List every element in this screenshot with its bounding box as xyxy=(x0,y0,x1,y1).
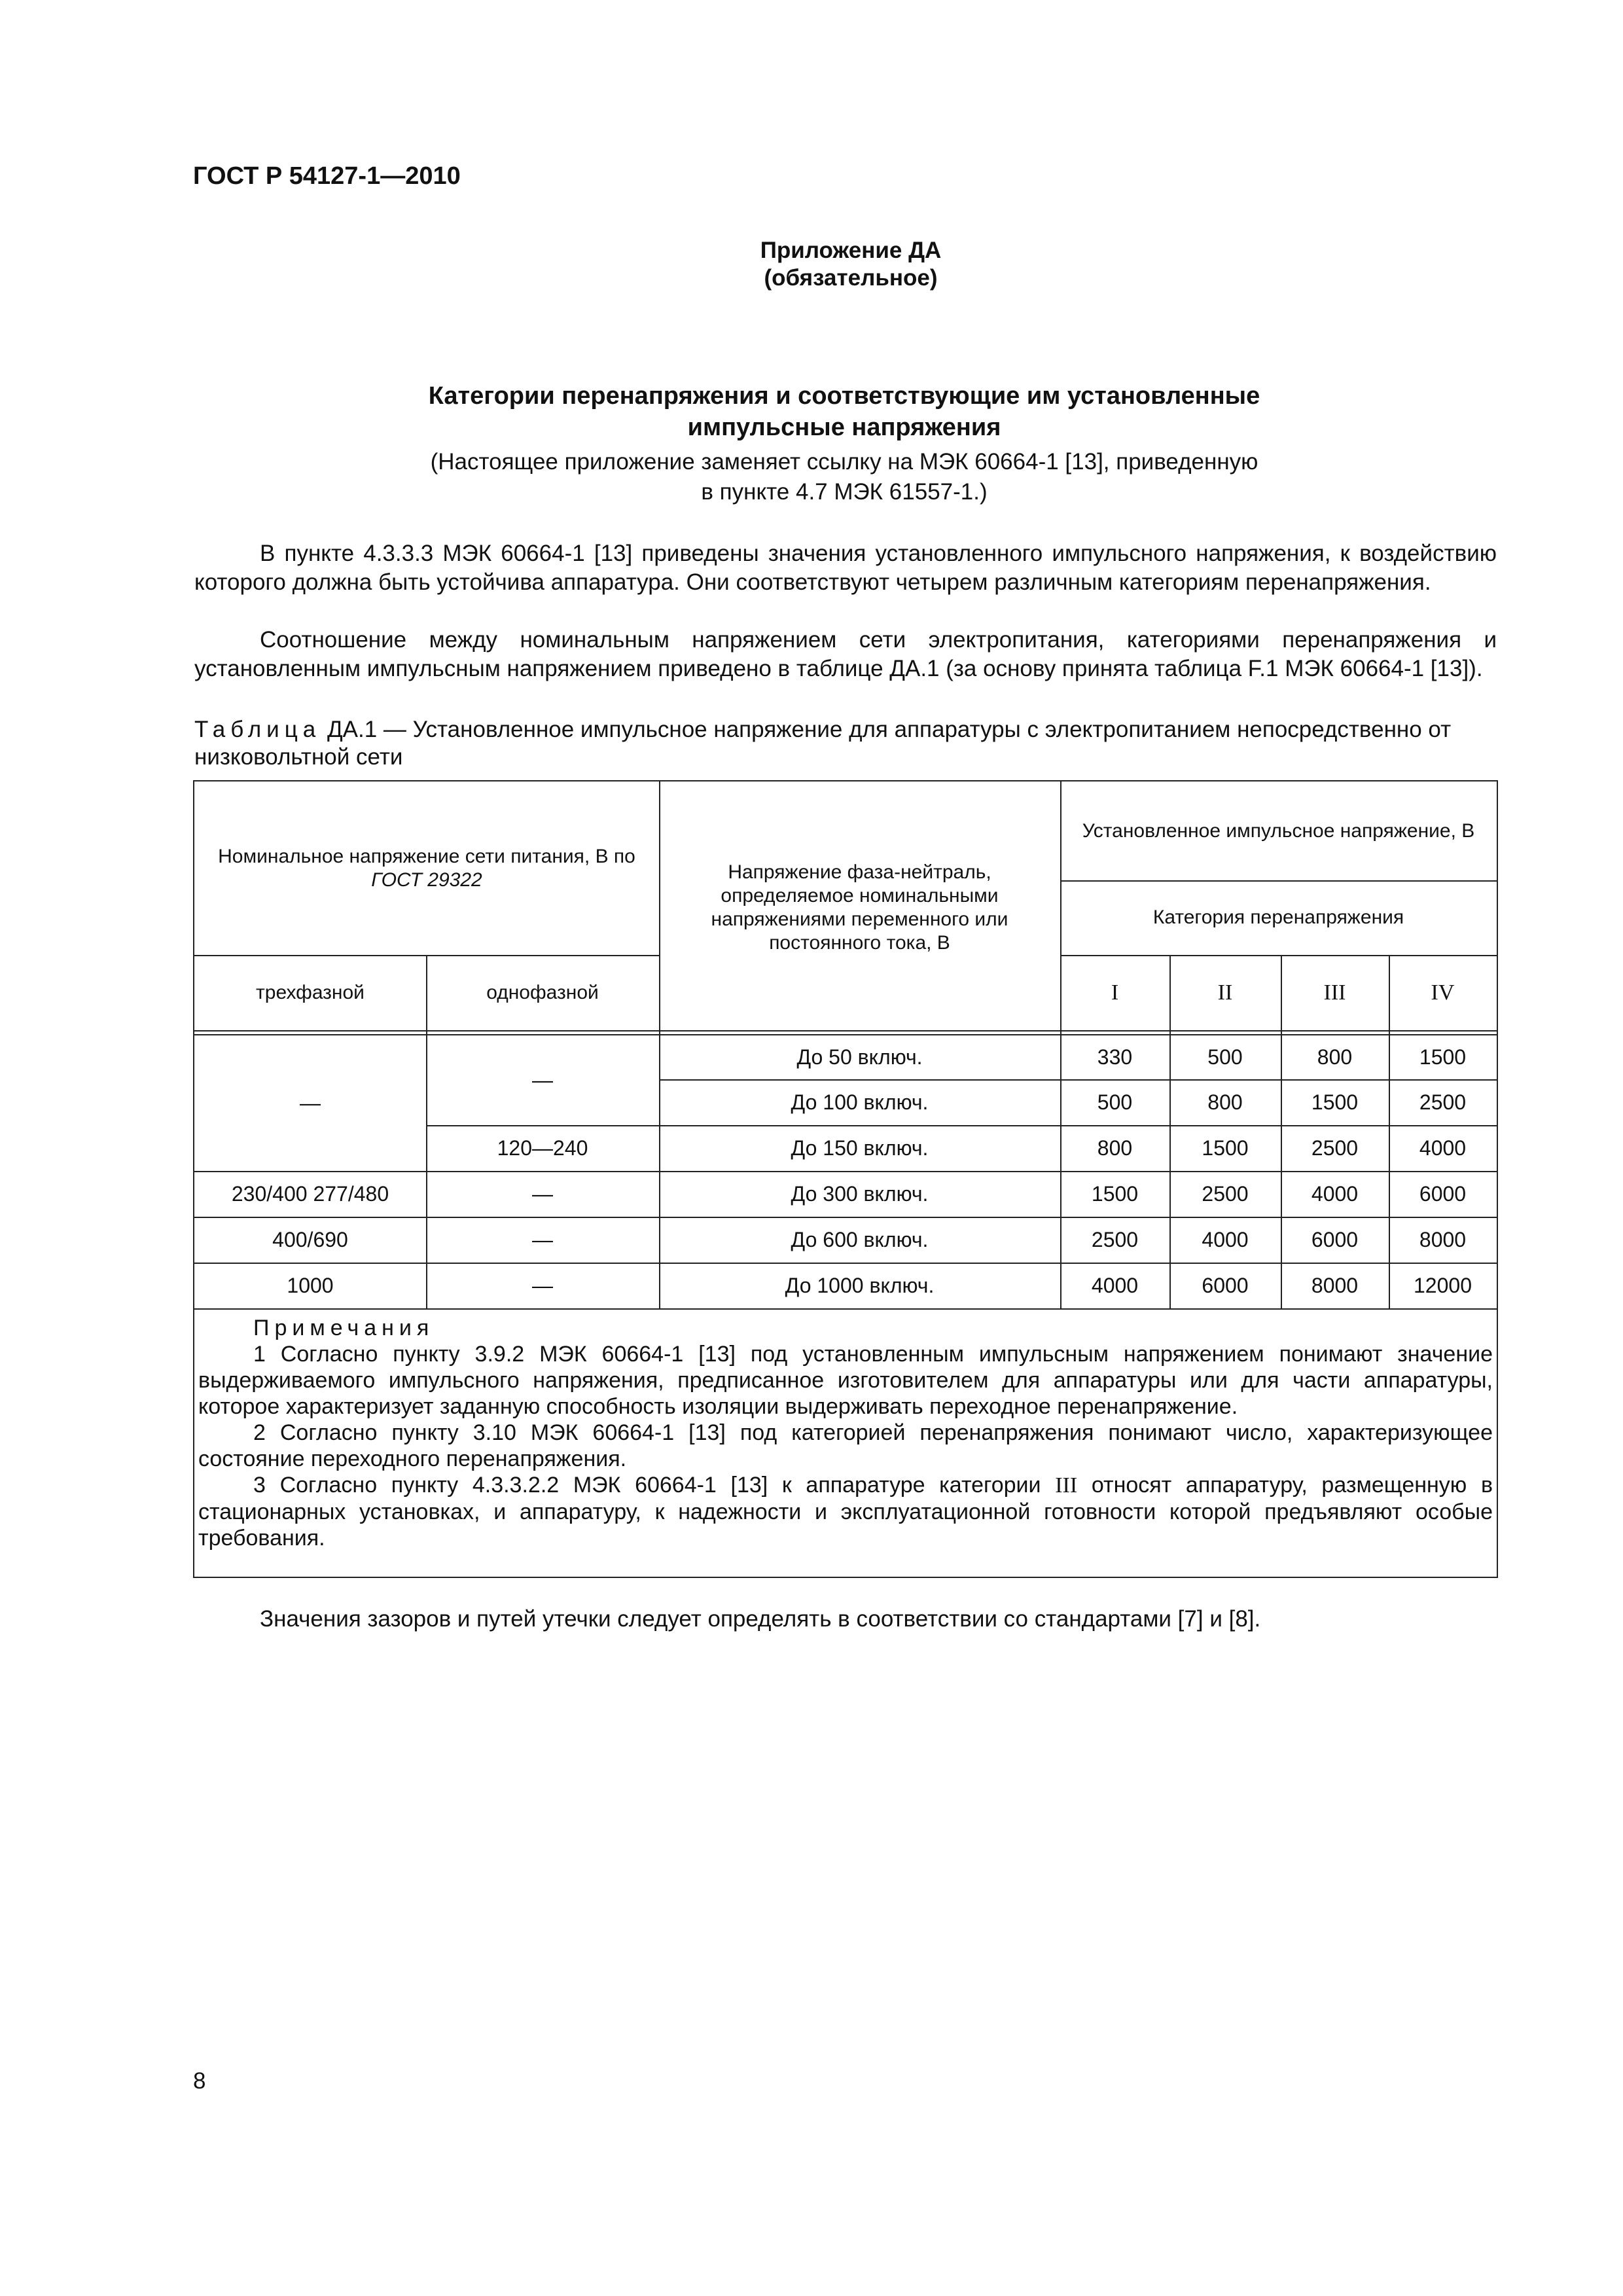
table-cell: 1000 xyxy=(287,1274,334,1297)
header-category-3: III xyxy=(1323,980,1346,1005)
table-cell: 230/400 277/480 xyxy=(231,1182,389,1206)
table-cell: До 600 включ. xyxy=(791,1228,929,1251)
table-cell: 1500 xyxy=(1202,1136,1249,1160)
single-phase-120-240-cell: 120—240 xyxy=(497,1136,588,1160)
table-cell: 400/690 xyxy=(272,1228,348,1251)
table-cell: 1500 xyxy=(1311,1090,1359,1114)
body-paragraph-2: Соотношение между номинальным напряжением сети электропитания, категориями перенапряжения и установленным импульсным напряжением приведено в таблице ДА.1 (за основу принята таблица F.1 МЭК 60664-1 [13]). xyxy=(194,627,1497,681)
table-caption-label: Таблица xyxy=(194,717,321,742)
table-cell: 500 xyxy=(1207,1045,1243,1069)
table-caption-text: ДА.1 — Установленное импульсное напряжение для аппаратуры с электропитанием непосредственно от низковольтной сети xyxy=(194,717,1452,770)
appendix-status: (обязательное) xyxy=(764,265,938,291)
header-category-2: II xyxy=(1217,980,1233,1005)
header-phase-neutral: Напряжение фаза-нейтраль, определяемое номинальными напряжениями переменного или постоянного тока, В xyxy=(711,861,1008,954)
header-category-4: IV xyxy=(1431,980,1455,1005)
table-cell: 500 xyxy=(1097,1090,1133,1114)
document-code: ГОСТ Р 54127-1—2010 xyxy=(193,162,461,190)
table-cell: До 50 включ. xyxy=(796,1045,923,1069)
header-category-1: I xyxy=(1111,980,1119,1005)
appendix-title: Приложение ДА xyxy=(760,238,942,263)
table-cell: 6000 xyxy=(1311,1228,1359,1251)
note-1: 1 Согласно пункту 3.9.2 МЭК 60664-1 [13] под установленным импульсным напряжением понимают значение выдерживаемого импульсного напряжения, предписанное изготовителем для аппаратуры или для части аппаратуры, которое характеризует заданную способность изоляции выдерживать переходное перенапряжение. xyxy=(198,1342,1493,1419)
table-cell: 2500 xyxy=(1091,1228,1139,1251)
overvoltage-table xyxy=(193,780,1498,1578)
closing-paragraph: Значения зазоров и путей утечки следует определять в соответствии со стандартами [7] и [8]. xyxy=(260,1606,1261,1632)
table-notes xyxy=(194,1315,1497,1551)
table-cell: 1500 xyxy=(1419,1045,1467,1069)
single-phase-dash-cell: — xyxy=(532,1067,553,1092)
section-note-line1: (Настоящее приложение заменяет ссылку на МЭК 60664-1 [13], приведенную xyxy=(430,449,1258,475)
table-cell: — xyxy=(532,1182,553,1206)
section-note-line2: в пункте 4.7 МЭК 61557-1.) xyxy=(701,479,988,505)
notes-heading: Примечания xyxy=(253,1316,435,1340)
table-cell: 4000 xyxy=(1311,1182,1359,1206)
note-2: 2 Согласно пункту 3.10 МЭК 60664-1 [13] под категорией перенапряжения понимают число, характеризующее состояние переходного перенапряжения. xyxy=(198,1420,1493,1471)
table-cell: 2500 xyxy=(1311,1136,1359,1160)
table-cell: До 150 включ. xyxy=(791,1136,929,1160)
table-cell: 4000 xyxy=(1091,1274,1139,1297)
table-cell: До 300 включ. xyxy=(791,1182,929,1206)
table-cell: 12000 xyxy=(1414,1274,1472,1297)
note-3: 3 Согласно пункту 4.3.3.2.2 МЭК 60664-1 [13] к аппаратуре категории III относят аппаратуру, размещенную в стационарных установках, и аппаратуру, к надежности и эксплуатационной готовности которой предъявляют особые требования. xyxy=(198,1473,1493,1551)
body-paragraph-1: В пункте 4.3.3.3 МЭК 60664-1 [13] приведены значения установленного импульсного напряжения, к воздействию которого должна быть устойчива аппаратура. Они соответствуют четырем различным категориям перенапряжения. xyxy=(194,541,1497,595)
header-overvoltage-category: Категория перенапряжения xyxy=(1152,906,1404,928)
table-cell: 1500 xyxy=(1091,1182,1139,1206)
header-single-phase: однофазной xyxy=(486,981,599,1003)
table-cell: 4000 xyxy=(1419,1136,1467,1160)
page-number: 8 xyxy=(193,2068,206,2094)
table-cell: 6000 xyxy=(1202,1274,1249,1297)
header-nominal-voltage: Номинальное напряжение сети питания, В по ГОСТ 29322 xyxy=(218,845,635,891)
table-cell: 8000 xyxy=(1419,1228,1467,1251)
table-cell: До 1000 включ. xyxy=(785,1274,935,1297)
header-impulse-voltage: Установленное импульсное напряжение, В xyxy=(1082,819,1475,842)
section-title-line1: Категории перенапряжения и соответствующие им установленные xyxy=(428,382,1260,410)
table-cell: 8000 xyxy=(1311,1274,1359,1297)
table-cell: 4000 xyxy=(1202,1228,1249,1251)
table-cell: — xyxy=(532,1228,553,1251)
three-phase-dash-cell: — xyxy=(300,1090,321,1115)
table-caption xyxy=(194,716,1497,771)
table-cell: — xyxy=(532,1274,553,1297)
table-cell: 2500 xyxy=(1202,1182,1249,1206)
table-cell: 800 xyxy=(1207,1090,1243,1114)
table-cell: 800 xyxy=(1097,1136,1133,1160)
table-cell: 800 xyxy=(1317,1045,1353,1069)
table-cell: 2500 xyxy=(1419,1090,1467,1114)
table-cell: 6000 xyxy=(1419,1182,1467,1206)
section-title-line2: импульсные напряжения xyxy=(687,414,1001,441)
table-cell: 330 xyxy=(1097,1045,1133,1069)
table-cell: До 100 включ. xyxy=(791,1090,929,1114)
header-three-phase: трехфазной xyxy=(256,981,365,1003)
